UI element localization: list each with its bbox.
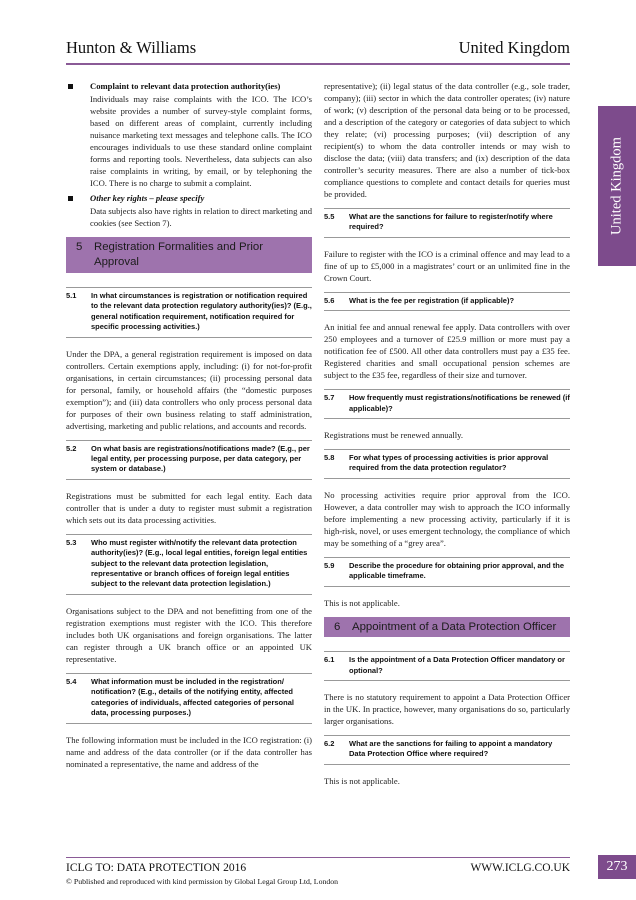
- section-number: 5: [76, 241, 83, 253]
- question-block: [324, 292, 570, 311]
- bullet-body: Data subjects also have rights in relation to direct marketing and cookies (see Section 7).: [90, 206, 312, 228]
- question-block: [324, 557, 570, 587]
- answer-text: An initial fee and annual renewal fee apply. Data controllers with over 250 employees and a turnover of £25.9 million or more must pay a notification fee of £500. All other data controllers must pay a £35 fee. Registered charities and small occupational pension schemes are subject to the £35 fee, regardless of their size and turnover.: [324, 322, 570, 381]
- question-number: 5.6: [324, 295, 335, 305]
- bullet-item: [66, 192, 312, 229]
- question-block: [324, 389, 570, 419]
- answer-text: representative); (ii) legal status of the data controller (e.g., sole trader, company); (iii) sector in which the data controller operates; (iv) nature of work; (v) description of the personal data being or to be processed, and a description of the category or categories of data subject to which they relate; (vi) processing purposes; (vii) description of any recipient(s) to whom the data controller intends or may wish to disclose the data; (viii) data transfers; and (ix) description of the data controller’s security measures. There are also a number of tick-box compliance questions to complete and contact details for queries must be provided.: [324, 81, 570, 199]
- footer-copyright: © Published and reproduced with kind permission by Global Legal Group Ltd, London: [66, 877, 339, 886]
- answer-text: Organisations subject to the DPA and not benefitting from one of the registration exemptions must register with the ICO. This therefore includes both UK organisations and foreign organisations. The latter can register through a UK branch office or an appointed UK representative.: [66, 605, 312, 664]
- answer-text: No processing activities require prior approval from the ICO. However, a data controller may wish to approach the ICO informally before implementing a new processing activity, particularly if it is high-risk, novel, or uses emergent technology, the compliance of which may be something of a “grey area”.: [324, 489, 570, 548]
- question-text: What are the sanctions for failing to appoint a mandatory Data Protection Office where required?: [349, 738, 553, 759]
- section-heading: [66, 237, 312, 273]
- question-text: How frequently must registrations/notifications be renewed (if applicable)?: [349, 393, 570, 413]
- question-text: On what basis are registrations/notifications made? (E.g., per legal entity, per processing purpose, per data category, per system or database.): [91, 443, 310, 474]
- header-jurisdiction: United Kingdom: [458, 38, 570, 57]
- question-block: [324, 208, 570, 238]
- question-number: 5.9: [324, 560, 335, 570]
- answer-text: Failure to register with the ICO is a criminal offence and may lead to a fine of up to £5,000 in a magistrates’ court or an unlimited fine in the Crown Court.: [324, 248, 570, 283]
- question-text: What is the fee per registration (if applicable)?: [349, 295, 515, 305]
- answer-text: Registrations must be renewed annually.: [324, 430, 464, 441]
- bullet-square-icon: [68, 84, 73, 89]
- bullet-square-icon: [68, 196, 73, 201]
- question-text: Who must register with/notify the relevant data protection authority(ies)? (E.g., local legal entities, foreign legal entities subject to the relevant data protection legislation, representative or branch offices of foreign legal entities subject to the relevant data protection legislation.): [91, 537, 308, 589]
- question-block: [66, 440, 312, 480]
- header-rule: [66, 63, 570, 65]
- header-firm-name: Hunton & Williams: [66, 38, 197, 57]
- section-title: Appointment of a Data Protection Officer: [352, 620, 557, 633]
- question-number: 5.2: [66, 443, 77, 453]
- answer-text: Under the DPA, a general registration requirement is imposed on data controllers. Certain exemptions apply, including: (i) for not-for-profit organisations, in certain circumstances; (ii) processing personal data for personal, family, or household affairs (the “domestic purposes exemption”); and (iii) data controllers who only process personal data for purposes of their own business relating to staff administration, advertising, marketing and public relations, and accounts and records.: [66, 348, 312, 431]
- footer-publication: ICLG TO: DATA PROTECTION 2016: [66, 862, 247, 874]
- bullet-title: Other key rights – please specify: [90, 193, 205, 203]
- question-block: [324, 449, 570, 479]
- answer-text: This is not applicable.: [324, 597, 400, 608]
- answer-text: Registrations must be submitted for each legal entity. Each data controller that is under a duty to register must submit a registration which sets out its data processing activities.: [66, 490, 312, 525]
- side-tab: [598, 106, 636, 266]
- question-number: 5.5: [324, 212, 335, 221]
- bullet-body: Individuals may raise complaints with the ICO. The ICO’s website provides a number of survey-style complaint forms, based on different areas of complaint, currently including nuisance marketing text messages and telephone calls. The ICO encourages individuals to use these standard online complaint forms and reporting tools. Nevertheless, data subjects can also raise complaints in writing, by email, or by telephoning the ICO. There is no charge to submit a complaint.: [90, 94, 312, 188]
- question-text: In what circumstances is registration or notification required to the relevant data protection regulatory authority(ies)? (E.g., general notification requirement, notification required for specific processing activities.): [91, 291, 312, 332]
- answer-text: The following information must be included in the ICO registration: (i) name and address of the data controller (or if the data controller has nominated a representative, the name and address of the: [66, 734, 312, 769]
- question-block: [66, 287, 312, 338]
- question-text: For what types of processing activities is prior approval required from the data protection regulator?: [349, 453, 549, 473]
- question-number: 6.1: [324, 655, 335, 665]
- question-block: [66, 673, 312, 724]
- footer-website-link[interactable]: WWW.ICLG.CO.UK: [470, 862, 570, 874]
- page-header: [66, 38, 570, 60]
- question-text: What information must be included in the registration/ notification? (E.g., details of the notifying entity, affected categories of individuals, affected categories of personal data, processing purposes.): [91, 676, 294, 718]
- question-number: 6.2: [324, 738, 335, 748]
- side-tab-label: United Kingdom: [608, 137, 625, 235]
- question-number: 5.7: [324, 393, 335, 403]
- question-number: 5.4: [66, 676, 77, 686]
- bullet-item: [66, 80, 312, 189]
- question-block: [324, 735, 570, 765]
- question-number: 5.3: [66, 537, 77, 547]
- question-number: 5.8: [324, 453, 335, 463]
- footer-rule: [66, 857, 570, 858]
- question-text: What are the sanctions for failure to register/notify where required?: [349, 212, 553, 232]
- bullet-title: Complaint to relevant data protection authority(ies): [90, 81, 281, 91]
- question-block: [324, 651, 570, 681]
- answer-text: There is no statutory requirement to appoint a Data Protection Officer in the UK. In practice, however, many organisations do so, particularly larger organisations.: [324, 691, 570, 726]
- question-number: 5.1: [66, 291, 77, 300]
- left-column: [66, 80, 312, 770]
- question-block: [66, 534, 312, 595]
- question-text: Describe the procedure for obtaining prior approval, and the applicable timeframe.: [349, 560, 565, 581]
- page-number: 273: [598, 855, 636, 879]
- section-title: Registration Formalities and Prior Approval: [94, 241, 264, 268]
- question-text: Is the appointment of a Data Protection Officer mandatory or optional?: [349, 655, 565, 675]
- right-column: [324, 80, 570, 787]
- section-heading: [324, 617, 570, 638]
- section-number: 6: [334, 620, 341, 633]
- answer-text: This is not applicable.: [324, 775, 400, 786]
